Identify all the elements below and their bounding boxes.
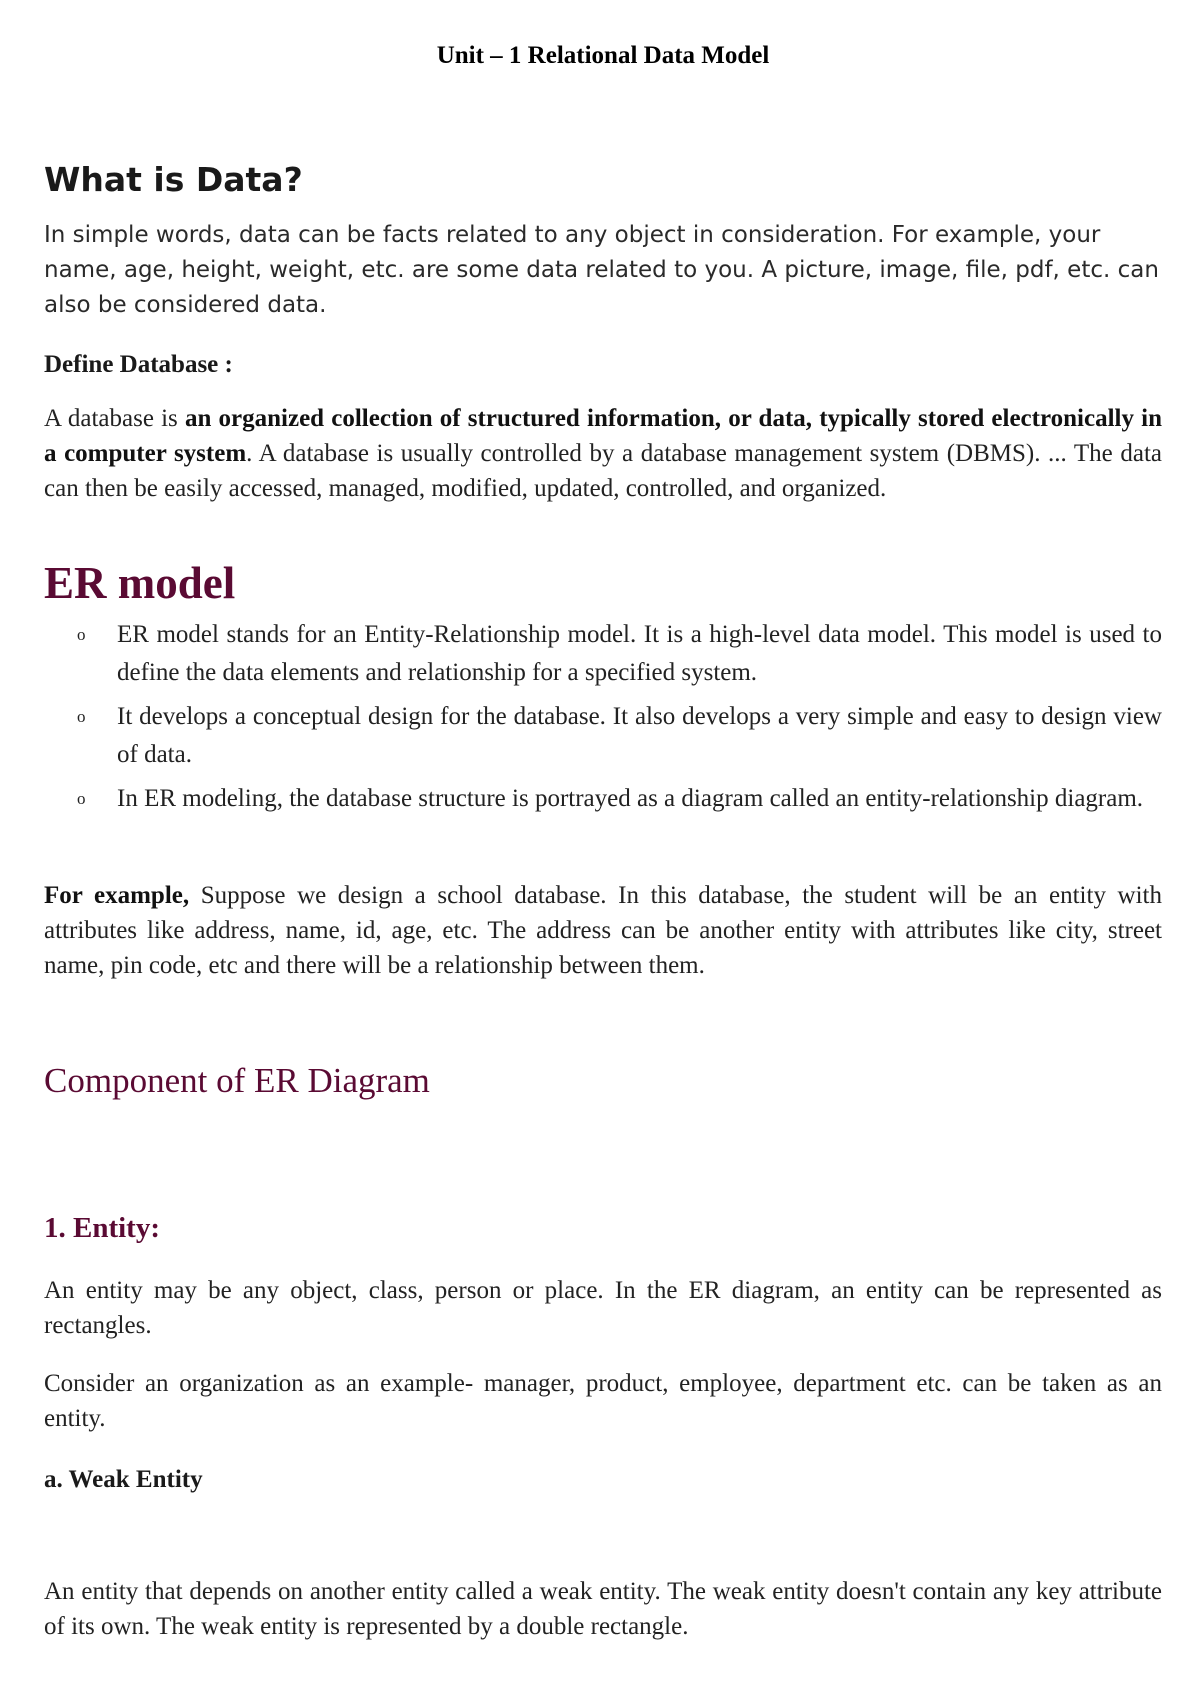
database-rest-text: . A database is usually controlled by a database management system (DBMS). ... The data can then be easily accessed, managed, modified, updated, controlled, and organized.	[44, 440, 1162, 502]
database-definition-paragraph	[44, 401, 1162, 506]
component-heading: Component of ER Diagram	[44, 1061, 430, 1100]
data-definition-paragraph: In simple words, data can be facts related to any object in consideration. For example, your name, age, height, weight, etc. are some data related to you. A picture, image, file, pdf, etc. can also be considered data.	[44, 222, 1159, 318]
database-bold-text: an organized collection of structured information, or data, typically stored electronically in a computer system	[44, 405, 1162, 467]
database-intro-text: A database is	[44, 405, 185, 432]
bullet-text: It develops a conceptual design for the database. It also develops a very simple and easy to design view of data.	[117, 703, 1162, 768]
document-title: Unit – 1 Relational Data Model	[436, 42, 770, 69]
list-item	[44, 698, 1162, 774]
er-model-bullet-list	[44, 616, 1162, 824]
er-model-heading: ER model	[44, 558, 236, 608]
entity-heading: 1. Entity:	[44, 1212, 160, 1244]
bullet-circle-icon: o	[77, 789, 86, 808]
what-is-data-heading: What is Data?	[44, 160, 303, 199]
list-item	[44, 780, 1162, 818]
bullet-circle-icon: o	[77, 625, 86, 644]
bullet-text: ER model stands for an Entity-Relationship model. It is a high-level data model. This model is used to define the data elements and relationship for a specified system.	[117, 621, 1162, 686]
example-body-text: Suppose we design a school database. In this database, the student will be an entity with attributes like address, name, id, age, etc. The address can be another entity with attributes like city, street name, pin code, etc and there will be a relationship between them.	[44, 882, 1162, 979]
er-example-paragraph	[44, 878, 1162, 983]
entity-paragraph-2: Consider an organization as an example- manager, product, employee, department etc. can be taken as an entity.	[44, 1370, 1162, 1432]
define-database-label: Define Database :	[44, 351, 233, 378]
example-lead-text: For example,	[44, 882, 190, 909]
list-item	[44, 616, 1162, 692]
entity-paragraph-1: An entity may be any object, class, person or place. In the ER diagram, an entity can be represented as rectangles.	[44, 1277, 1162, 1339]
weak-entity-paragraph: An entity that depends on another entity called a weak entity. The weak entity doesn't contain any key attribute of its own. The weak entity is represented by a double rectangle.	[44, 1578, 1162, 1640]
bullet-text: In ER modeling, the database structure is portrayed as a diagram called an entity-relationship diagram.	[117, 785, 1144, 812]
weak-entity-heading: a. Weak Entity	[44, 1466, 203, 1493]
bullet-circle-icon: o	[77, 707, 86, 726]
